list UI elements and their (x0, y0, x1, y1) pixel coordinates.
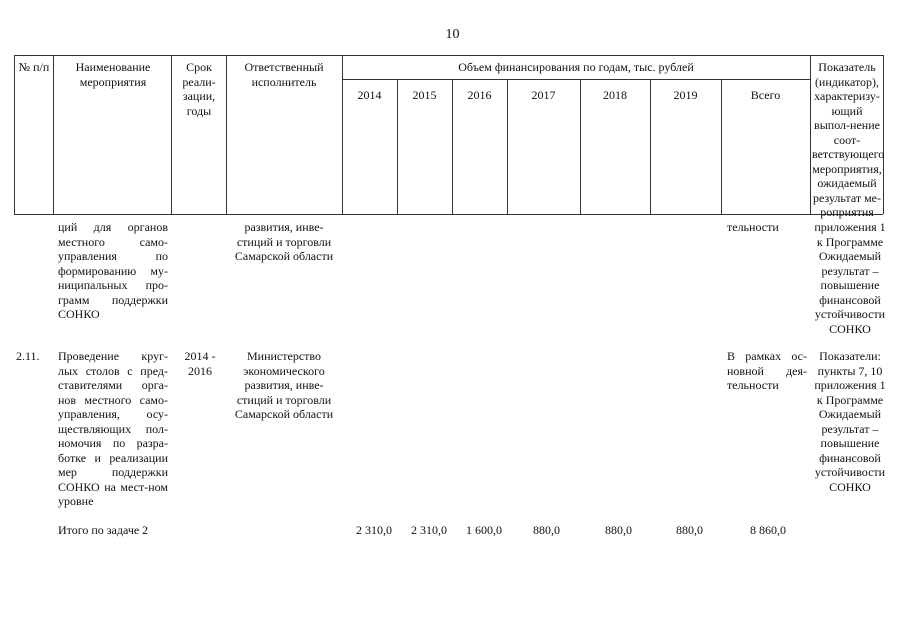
row-name: ций для органов местного само-управления по формированию му-ниципальных про-грамм поддержки СОНКО (58, 220, 168, 321)
header-num: № п/п (18, 60, 50, 74)
header-executor: Ответственный исполнитель (244, 60, 324, 89)
row-indicator: приложения 1 к Программе Ожидаемый результат – повышение финансовой устойчивости СОНКО (814, 220, 886, 336)
header-total: Всего (750, 88, 781, 102)
header-year-2014: 2014 (357, 88, 382, 102)
header-name: Наименование мероприятия (75, 60, 151, 89)
header-year-2019: 2019 (673, 88, 698, 102)
summary-2019: 880,0 (676, 523, 703, 537)
summary-2015: 2 310,0 (411, 523, 447, 537)
summary-label: Итого по задаче 2 (58, 523, 149, 537)
row-total: тельности (727, 220, 779, 234)
row-name: Проведение круг-лых столов с пред-ставителями орга-нов местного само-управления, осу-ществляющих пол-номочия по разра-ботке и реализации мер поддержки СОНКО на мест-ном уровне (58, 349, 168, 508)
summary-2017: 880,0 (533, 523, 560, 537)
page-number: 10 (445, 27, 460, 42)
header-year-2016: 2016 (467, 88, 492, 102)
summary-2018: 880,0 (605, 523, 632, 537)
row-indicator: Показатели: пункты 7, 10 приложения 1 к Программе Ожидаемый результат – повышение финансовой устойчивости СОНКО (814, 349, 886, 494)
header-indicator: Показатель (индикатор), характеризу-ющий выпол-нение соот-ветствующего мероприятия, ожидаемый результат ме-роприятия (812, 60, 885, 219)
row-num: 2.11. (16, 349, 40, 363)
header-year-2015: 2015 (412, 88, 437, 102)
row-total: В рамках ос-новной дея-тельности (727, 349, 807, 392)
header-year-2018: 2018 (603, 88, 627, 102)
summary-total: 8 860,0 (750, 523, 786, 537)
row-term: 2014 - 2016 (184, 349, 216, 378)
row-executor: развития, инве-стиций и торговли Самарской области (234, 220, 334, 263)
header-term: Срок реали-зации, годы (182, 60, 216, 118)
row-executor: Министерство экономического развития, инве-стиций и торговли Самарской области (234, 349, 334, 421)
summary-2016: 1 600,0 (466, 523, 502, 537)
header-year-2017: 2017 (531, 88, 556, 102)
summary-2014: 2 310,0 (356, 523, 392, 537)
header-financing: Объем финансирования по годам, тыс. рублей (458, 60, 694, 74)
